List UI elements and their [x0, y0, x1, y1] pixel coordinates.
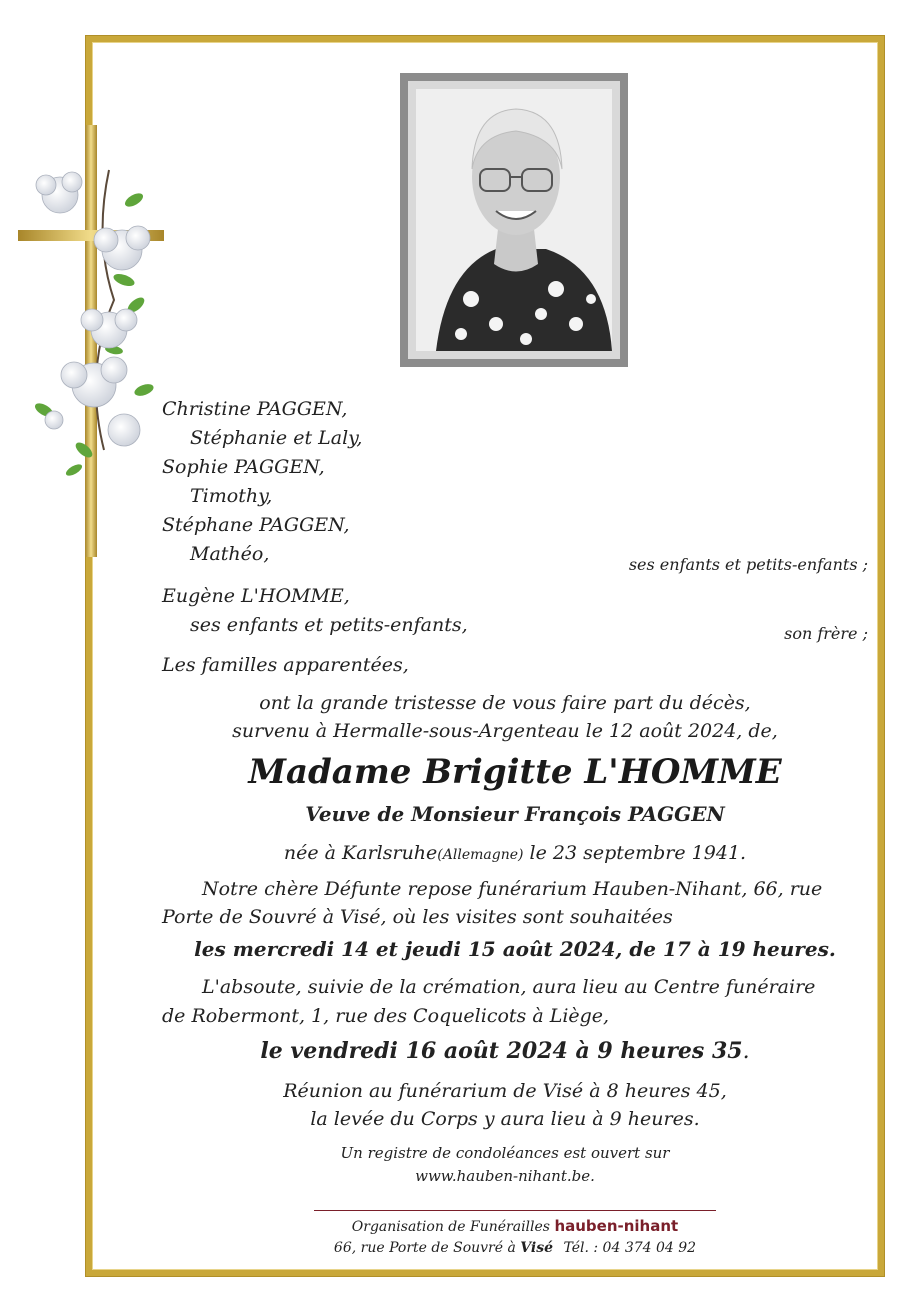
- ceremony-date: [150, 1038, 860, 1064]
- ceremony-line-1: L'absoute, suivie de la crémation, aura lieu au Centre funéraire: [202, 976, 816, 998]
- birth-line: [160, 842, 870, 864]
- deceased-name: Madame Brigitte L'HOMME: [248, 752, 782, 792]
- birth-date: le 23 septembre 1941.: [529, 842, 747, 864]
- footer-divider: [314, 1210, 716, 1211]
- portrait-photo-frame: [400, 73, 628, 367]
- condolences-website[interactable]: www.hauben-nihant.be.: [415, 1167, 595, 1185]
- condolences-line-1: Un registre de condoléances est ouvert sur: [340, 1144, 670, 1162]
- ceremony-date-text: le vendredi 16 août 2024 à 9 heures 35: [260, 1038, 743, 1064]
- brother-family: ses enfants et petits-enfants,: [190, 614, 468, 636]
- visitation-line-2: Porte de Souvré à Visé, où les visites sont souhaitées: [162, 906, 673, 928]
- visitation-dates: [160, 937, 870, 961]
- meeting-line-2: la levée du Corps y aura lieu à 9 heures.: [310, 1108, 700, 1130]
- visitation-line-1: Notre chère Défunte repose funérarium Hauben-Nihant, 66, rue: [202, 878, 823, 900]
- birth-country: (Allemagne): [437, 847, 524, 863]
- portrait-photo: [416, 89, 612, 351]
- family-line-2: Stéphanie et Laly,: [190, 427, 363, 449]
- family-line-3: Sophie PAGGEN,: [162, 456, 325, 478]
- footer-phone: Tél. : 04 374 04 92: [563, 1240, 697, 1256]
- children-caption: ses enfants et petits-enfants ;: [628, 555, 868, 574]
- footer-org-label: Organisation de Funérailles: [351, 1219, 550, 1235]
- announcement-line-2: survenu à Hermalle-sous-Argenteau le 12 août 2024, de,: [232, 720, 778, 742]
- relatives-line: Les familles apparentées,: [162, 654, 409, 676]
- visitation-dates-text: les mercredi 14 et jeudi 15 août 2024, de 17 à 19 heures: [194, 937, 829, 961]
- ceremony-line-2: de Robermont, 1, rue des Coquelicots à Liège,: [162, 1005, 610, 1027]
- footer-organisation: [160, 1217, 870, 1235]
- footer-address-street: 66, rue Porte de Souvré à: [333, 1240, 516, 1256]
- meeting-line-1: Réunion au funérarium de Visé à 8 heures 45,: [283, 1080, 727, 1102]
- family-line-6: Mathéo,: [190, 543, 270, 565]
- brother-name: Eugène L'HOMME,: [162, 585, 350, 607]
- birth-place: née à Karlsruhe: [283, 842, 438, 864]
- cross-with-flowers-decoration: [14, 120, 174, 570]
- ceremony-date-end: .: [742, 1039, 750, 1064]
- footer-address: [160, 1240, 870, 1256]
- family-line-5: Stéphane PAGGEN,: [162, 514, 350, 536]
- widow-of: Veuve de Monsieur François PAGGEN: [305, 802, 725, 826]
- footer-address-city: Visé: [520, 1240, 554, 1256]
- announcement-line-1: ont la grande tristesse de vous faire part du décès,: [259, 692, 751, 714]
- family-line-4: Timothy,: [190, 485, 273, 507]
- visitation-dates-end: .: [828, 937, 836, 961]
- brand-logo-text: hauben-nihant: [554, 1217, 679, 1235]
- brother-caption: son frère ;: [784, 624, 868, 643]
- family-line-1: Christine PAGGEN,: [162, 398, 348, 420]
